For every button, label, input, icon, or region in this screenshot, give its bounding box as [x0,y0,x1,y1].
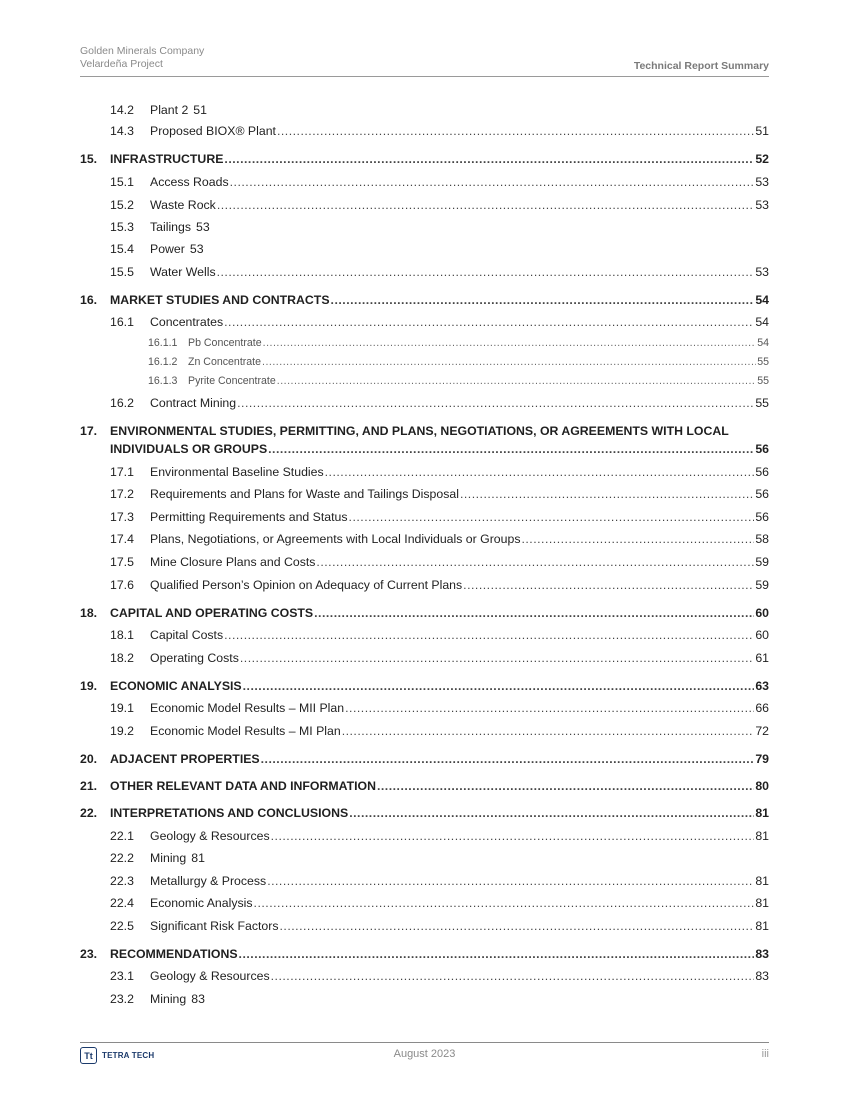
toc-entry-number: 18.2 [110,651,134,665]
dot-leader [240,651,754,666]
toc-entry-number: 17.4 [110,532,134,546]
toc-entry[interactable] [80,806,769,821]
toc-entry-number: 14.3 [110,124,134,138]
toc-entry-page: 58 [755,532,769,546]
toc-entry-title: RECOMMENDATIONS [110,947,238,961]
toc-entry-page: 81 [755,896,769,910]
footer-date: August 2023 [393,1048,456,1060]
toc-entry[interactable] [80,242,769,257]
toc-entry-number: 15.1 [110,175,134,189]
toc-entry[interactable] [80,606,769,621]
dot-leader [277,124,754,139]
toc-entry-title: Permitting Requirements and Status [150,510,348,524]
toc-entry[interactable] [80,779,769,794]
dot-leader [262,355,756,370]
dot-leader [314,606,754,621]
toc-entry-title: ADJACENT PROPERTIES [110,752,260,766]
toc-entry-number: 22.4 [110,896,134,910]
toc-entry-number: 15.5 [110,265,134,279]
toc-entry[interactable] [80,578,769,593]
toc-entry-number: 17. [80,424,98,438]
toc-entry-number: 19.2 [110,724,134,738]
toc-entry-title: INFRASTRUCTURE [110,152,224,166]
toc-entry[interactable] [80,355,769,370]
dot-leader [224,628,754,643]
toc-entry[interactable] [80,465,769,480]
toc-entry[interactable] [80,487,769,502]
toc-entry[interactable] [80,374,769,389]
toc-entry-title: Contract Mining [150,396,237,410]
dot-leader [268,442,754,457]
toc-entry-page: 53 [189,242,204,256]
dot-leader [254,896,755,911]
toc-entry-page: 61 [755,651,769,665]
toc-entry-page: 60 [755,628,769,642]
toc-entry[interactable] [80,103,769,118]
toc-entry-page: 72 [755,724,769,738]
project-name: Velardeña Project [80,58,163,70]
toc-entry[interactable] [80,396,769,411]
toc-entry-page: 66 [755,701,769,715]
toc-entry-number: 15. [80,152,98,166]
toc-entry[interactable] [80,424,769,439]
toc-entry-page: 52 [755,152,769,166]
toc-entry-continuation[interactable] [80,442,769,457]
toc-entry-title: Economic Analysis [150,896,253,910]
toc-entry[interactable] [80,555,769,570]
toc-entry-page: 54 [755,315,769,329]
toc-entry-number: 20. [80,752,98,766]
toc-entry-number: 22.5 [110,919,134,933]
toc-entry-page: 53 [755,175,769,189]
toc-entry[interactable] [80,896,769,911]
toc-entry-page: 56 [755,465,769,479]
toc-entry-page: 83 [755,947,769,961]
toc-entry-title: ECONOMIC ANALYSIS [110,679,242,693]
toc-entry[interactable] [80,874,769,889]
toc-entry-number: 22. [80,806,98,820]
toc-entry-title: Geology & Resources [150,829,270,843]
dot-leader [239,947,755,962]
dot-leader [271,969,755,984]
toc-entry-title: Zn Concentrate [188,356,262,368]
toc-entry-number: 16.1.3 [148,375,178,387]
dot-leader [243,679,755,694]
toc-entry[interactable] [80,152,769,167]
toc-entry-title: Access Roads [150,175,229,189]
toc-entry-number: 19. [80,679,98,693]
toc-entry-title: Capital Costs [150,628,224,642]
toc-entry-title: Power [150,242,185,256]
toc-entry-title: ENVIRONMENTAL STUDIES, PERMITTING, AND PLANS, NEGOTIATIONS, OR AGREEMENTS WITH LOCAL [110,424,729,438]
dot-leader [349,806,754,821]
toc-entry-title: Environmental Baseline Studies [150,465,324,479]
toc-entry-page: 80 [755,779,769,793]
toc-entry-number: 17.1 [110,465,134,479]
toc-entry-page: 81 [191,851,205,865]
dot-leader [325,465,755,480]
toc-entry-title-line2: INDIVIDUALS OR GROUPS [110,442,268,456]
dot-leader [345,701,754,716]
toc-entry-title: Tailings [150,220,192,234]
dot-leader [217,198,754,213]
toc-entry-title: Economic Model Results – MI Plan [150,724,341,738]
company-name: Golden Minerals Company [80,45,205,57]
dot-leader [224,152,754,167]
dot-leader [217,265,755,280]
toc-entry-number: 19.1 [110,701,134,715]
toc-entry-page: 56 [755,510,769,524]
toc-entry[interactable] [80,510,769,525]
toc-entry-page: 54 [757,337,769,349]
dot-leader [377,779,754,794]
toc-entry-title: OTHER RELEVANT DATA AND INFORMATION [110,779,376,793]
toc-entry[interactable] [80,175,769,190]
toc-entry-number: 22.1 [110,829,134,843]
dot-leader [331,293,755,308]
toc-entry-number: 15.4 [110,242,134,256]
toc-entry-title: Metallurgy & Process [150,874,267,888]
toc-entry[interactable] [80,198,769,213]
toc-entry-page: 56 [755,487,769,501]
dot-leader [230,175,755,190]
toc-entry-title: Mining [150,992,187,1006]
toc-entry-page: 51 [193,103,207,117]
toc-entry-page: 51 [755,124,769,138]
logo-text: TETRA TECH [102,1051,155,1060]
toc-entry-number: 14.2 [110,103,134,117]
toc-entry-page: 54 [755,293,769,307]
toc-entry[interactable] [80,679,769,694]
toc-entry-title: Mining [150,851,187,865]
header-divider [80,76,769,77]
toc-entry-number: 16.2 [110,396,134,410]
toc-entry-number: 16.1 [110,315,134,329]
toc-entry[interactable] [80,969,769,984]
toc-entry-page: 81 [755,829,769,843]
toc-entry-number: 18. [80,606,98,620]
toc-entry-number: 22.2 [110,851,134,865]
toc-entry[interactable] [80,829,769,844]
toc-entry-page: 81 [755,874,769,888]
toc-entry[interactable] [80,851,769,866]
toc-entry[interactable] [80,315,769,330]
dot-leader [271,829,755,844]
dot-leader [224,315,754,330]
dot-leader [342,724,755,739]
running-header-left [80,45,204,71]
toc-entry[interactable] [80,293,769,308]
dot-leader [460,487,754,502]
toc-entry-title: Pb Concentrate [188,337,262,349]
toc-entry-title: Concentrates [150,315,224,329]
toc-entry-number: 15.2 [110,198,134,212]
toc-entry-title: CAPITAL AND OPERATING COSTS [110,606,314,620]
dot-leader [277,374,756,389]
toc-entry-number: 23. [80,947,98,961]
toc-entry-page: 53 [755,198,769,212]
toc-entry-title: Qualified Person’s Opinion on Adequacy of Current Plans [150,578,463,592]
toc-entry[interactable] [80,532,769,547]
toc-entry-number: 16. [80,293,98,307]
toc-entry[interactable] [80,265,769,280]
toc-entry[interactable] [80,752,769,767]
toc-entry-title: Requirements and Plans for Waste and Tailings Disposal [150,487,459,501]
toc-entry-title: MARKET STUDIES AND CONTRACTS [110,293,330,307]
toc-entry[interactable] [80,919,769,934]
footer-divider [80,1042,769,1043]
dot-leader [279,919,754,934]
toc-entry-number: 23.1 [110,969,134,983]
toc-entry-page: 55 [755,396,769,410]
dot-leader [261,752,755,767]
dot-leader [463,578,754,593]
toc-entry-page: 81 [755,919,769,933]
toc-entry-number: 15.3 [110,220,134,234]
toc-entry-page: 63 [755,679,769,693]
toc-entry-page: 55 [757,375,769,387]
toc-entry-page: 53 [755,265,769,279]
dot-leader [263,336,757,351]
dot-leader [267,874,754,889]
toc-entry-number: 17.5 [110,555,134,569]
toc-entry-title: Plant 2 [150,103,189,117]
document-type: Technical Report Summary [633,60,769,72]
dot-leader [521,532,754,547]
toc-entry-number: 17.2 [110,487,134,501]
toc-entry-page: 55 [757,356,769,368]
dot-leader [349,510,755,525]
toc-entry-page: 83 [191,992,205,1006]
tetra-tech-logo-icon: Tt [80,1047,97,1064]
toc-entry[interactable] [80,701,769,716]
toc-entry-title: Mine Closure Plans and Costs [150,555,316,569]
toc-entry[interactable] [80,947,769,962]
toc-entry[interactable] [80,724,769,739]
toc-entry-title: Geology & Resources [150,969,270,983]
toc-entry-number: 17.3 [110,510,134,524]
toc-entry-number: 16.1.1 [148,337,178,349]
toc-entry-title: Economic Model Results – MII Plan [150,701,345,715]
toc-entry-number: 23.2 [110,992,134,1006]
toc-entry-page: 56 [755,442,769,456]
toc-entry-title: Pyrite Concentrate [188,375,276,387]
toc-entry-title: Water Wells [150,265,216,279]
dot-leader [237,396,754,411]
toc-entry[interactable] [80,628,769,643]
toc-entry-page: 83 [755,969,769,983]
toc-entry-page: 60 [755,606,769,620]
toc-entry-page: 59 [755,555,769,569]
toc-entry[interactable] [80,124,769,139]
toc-entry[interactable] [80,992,769,1007]
toc-entry-title: INTERPRETATIONS AND CONCLUSIONS [110,806,349,820]
toc-entry-page: 79 [755,752,769,766]
toc-entry-title: Significant Risk Factors [150,919,279,933]
toc-entry[interactable] [80,651,769,666]
toc-entry-title: Plans, Negotiations, or Agreements with Local Individuals or Groups [150,532,521,546]
toc-entry-number: 16.1.2 [148,356,178,368]
toc-entry[interactable] [80,336,769,351]
toc-entry-title: Operating Costs [150,651,239,665]
dot-leader [316,555,754,570]
toc-entry-page: 59 [755,578,769,592]
toc-entry-title: Waste Rock [150,198,216,212]
toc-entry-number: 21. [80,779,98,793]
toc-entry-title: Proposed BIOX® Plant [150,124,276,138]
toc-entry-number: 17.6 [110,578,134,592]
toc-entry[interactable] [80,220,769,235]
toc-entry-page: 81 [755,806,769,820]
toc-entry-page: 53 [196,220,210,234]
toc-entry-number: 22.3 [110,874,134,888]
toc-entry-number: 18.1 [110,628,134,642]
page-number: iii [761,1048,769,1060]
